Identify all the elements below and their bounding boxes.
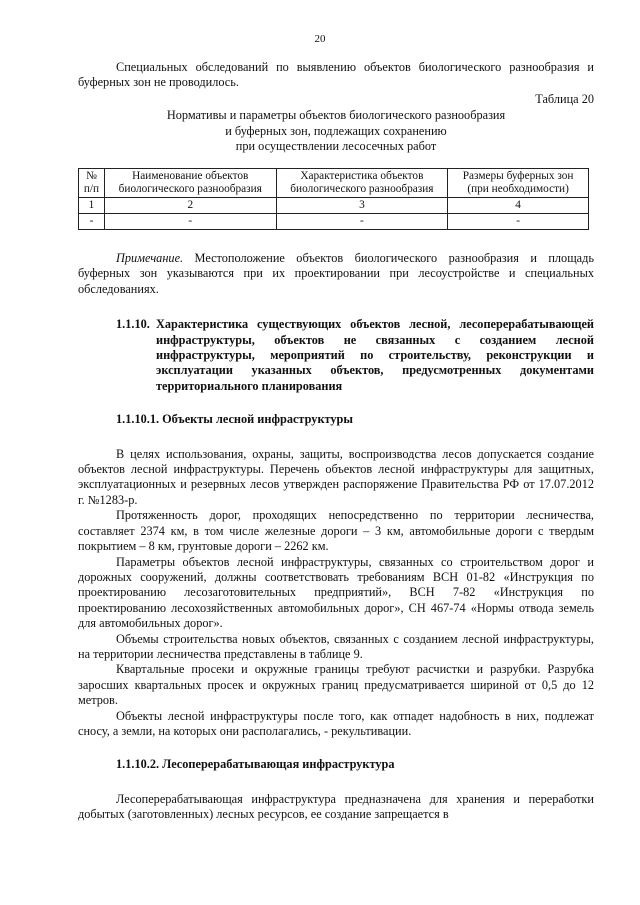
body-paragraph: Квартальные просеки и окружные границы требуют расчистки и разрубки. Разрубка заросших квартальных просек и окружных границ предусматривается шириной от 0,5 до 12 метров.	[78, 662, 594, 708]
note-label: Примечание.	[116, 251, 184, 265]
table-cell: 3	[276, 198, 448, 214]
table-header-row	[79, 169, 589, 198]
table-row	[79, 214, 589, 230]
section-heading-1-1-10	[78, 317, 594, 394]
table-cell: 1	[79, 198, 105, 214]
header-cell-name: Наименование объектов биологического разнообразия	[104, 169, 276, 198]
table-note	[78, 251, 594, 297]
table-cell: 4	[448, 198, 589, 214]
biodiversity-table	[78, 168, 589, 230]
forest-infrastructure-text	[78, 447, 594, 740]
subsection-heading-forest-infrastructure: 1.1.10.1. Объекты лесной инфраструктуры	[116, 412, 353, 427]
body-paragraph: Протяженность дорог, проходящих непосредственно по территории лесничества, составляет 2374 км, в том числе железные дороги – 3 км, автомобильные дороги с твердым покрытием – 8 км, грунтовые дороги – 2262 км.	[78, 508, 594, 554]
page-number: 20	[314, 33, 326, 45]
table-caption-line: при осуществлении лесосечных работ	[235, 139, 437, 154]
table-cell: -	[104, 214, 276, 230]
table-caption-line: и буферных зон, подлежащих сохранению	[225, 123, 447, 138]
wood-processing-text	[78, 792, 594, 823]
body-paragraph: В целях использования, охраны, защиты, воспроизводства лесов допускается создание объектов лесной инфраструктуры. Перечень объектов лесной инфраструктуры для защитных, эксплуатационных и резервных лесов утвержден распоряжение Правительства РФ от 17.07.2012 г. №1283-р.	[78, 446, 594, 507]
table-cell: -	[276, 214, 448, 230]
page-content	[78, 60, 594, 823]
table-caption	[78, 108, 594, 155]
table-cell: -	[79, 214, 105, 230]
header-cell-characteristic: Характеристика объектов биологического разнообразия	[276, 169, 448, 198]
subsection-heading-wood-processing: 1.1.10.2. Лесоперерабатывающая инфраструктура	[116, 757, 395, 772]
table-cell: -	[448, 214, 589, 230]
header-cell-number: № п/п	[79, 169, 105, 198]
header-cell-buffer-size: Размеры буферных зон (при необходимости)	[448, 169, 589, 198]
body-paragraph: Объемы строительства новых объектов, связанных с созданием лесной инфраструктуры, на территории лесничества представлены в таблице 9.	[78, 631, 594, 661]
body-paragraph: Объекты лесной инфраструктуры после того, как отпадет надобность в них, подлежат сносу, а земли, на которых они располагались, - рекультивации.	[78, 708, 594, 738]
table-cell: 2	[104, 198, 276, 214]
section-number: 1.1.10.	[116, 317, 150, 332]
body-paragraph: Лесоперерабатывающая инфраструктура предназначена для хранения и переработки добытых (заготовленных) лесных ресурсов, ее создание запрещается в	[78, 791, 594, 822]
table-caption-line: Нормативы и параметры объектов биологического разнообразия	[166, 108, 506, 123]
table-row	[79, 198, 589, 214]
section-title: Характеристика существующих объектов лесной, лесоперерабатывающей инфраструктуры, объектов не связанных с созданием лесной инфраструктуры, мероприятий по строительству, реконструкции и эксплуатации указанных объектов, предусмотренных документами территориального планирования	[156, 317, 594, 393]
body-paragraph: Параметры объектов лесной инфраструктуры, связанных со строительством дорог и дорожных сооружений, должны соответствовать требованиям ВСН 01-82 «Инструкция по проектированию лесозаготовительных предприятий», ВСН 7-82 «Инструкция по проектированию лесохозяйственных автомобильных дорог», СН 467-74 «Нормы отвода земель для автомобильных дорог».	[78, 554, 594, 631]
intro-paragraph: Специальных обследований по выявлению объектов биологического разнообразия и буферных зон не проводилось.	[78, 60, 594, 90]
note-text: Местоположение объектов биологического разнообразия и площадь буферных зон указываются при их проектировании при лесоустройстве и специальных обследованиях.	[78, 251, 594, 296]
table-label: Таблица 20	[535, 91, 594, 106]
